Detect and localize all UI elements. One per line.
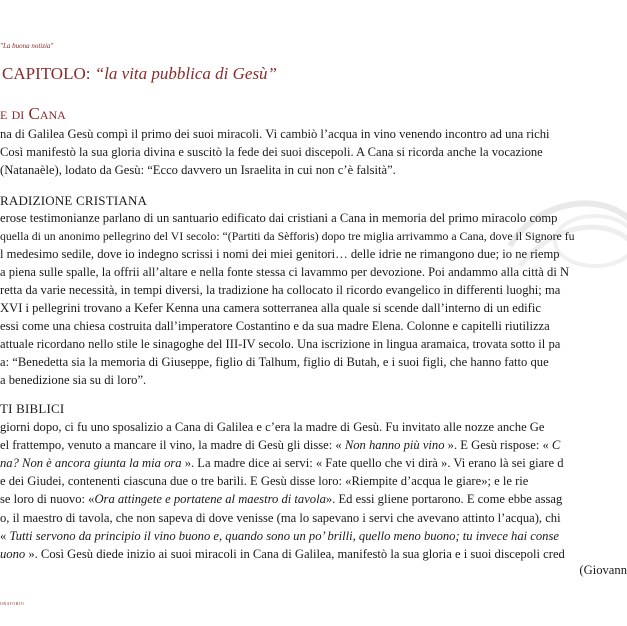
text-run: ». Così Gesù diede inizio ai suoi miracoli in Cana di Galilea, manifestò la sua gloria e i suoi discepoli cred	[25, 546, 565, 561]
tradition-line: quella di un anonimo pellegrino del VI secolo: “(Partiti da Sèfforis) dopo tre miglia arrivammo a Cana, dove il Signore fu	[0, 229, 575, 243]
italic-quote: na? Non è ancora giunta la mia ora	[0, 456, 182, 471]
tradition-line: a benedizione sia su di loro”.	[0, 373, 147, 387]
text-run: el frattempo, venuto a mancare il vino, la madre di Gesù gli disse: «	[0, 438, 345, 453]
tradition-line: a: “Benedetta sia la memoria di Giuseppe, figlio di Talhum, figlio di Butah, e i suoi figli, che hanno fatto que	[0, 355, 549, 369]
intro-line: (Natanaèle), lodato da Gesù: “Ecco davvero un Israelita in cui non c’è falsità”.	[0, 163, 396, 177]
chapter-title	[2, 64, 277, 84]
text-run: ». La madre dice ai servi: « Fate quello che vi dirà ». Vi erano là sei giare d	[181, 456, 564, 471]
intro-line: Così manifestò la sua gloria divina e suscitò la fede dei suoi discepoli. A Cana si ricorda anche la vocazione	[0, 145, 543, 159]
chapter-label: CAPITOLO:	[2, 64, 91, 83]
text-run: ». E Gesù rispose: «	[444, 438, 552, 453]
biblical-line	[0, 490, 562, 508]
italic-quote: Tutti servono da principio il vino buono e, quando sono un po’ brilli, quello meno buono; tu invece hai conse	[9, 528, 559, 543]
text-run: giorni dopo, ci fu uno sposalizio a Cana di Galilea e c’era la madre di Gesù. Fu invitato alle nozze anche Ge	[0, 420, 545, 434]
tradition-line: retta da varie necessità, in tempi diversi, la tradizione ha collocato il ricordo evangelico in differenti luoghi; ma	[0, 283, 561, 297]
text-run: e dei Giudei, contenenti ciascuna due o tre barili. E Gesù disse loro: «Riempite d’acqua le giare»; e le rie	[0, 474, 529, 489]
biblical-line	[0, 509, 561, 527]
intro-line: na di Galilea Gesù compì il primo dei suoi miracoli. Vi cambiò l’acqua in vino venendo incontro ad una richi	[0, 127, 550, 141]
text-run: «	[0, 528, 10, 543]
biblical-line	[0, 472, 528, 490]
italic-quote: C	[551, 438, 561, 453]
tradition-line: attuale ricordano nello stile le sinagoghe del III-IV secolo. Una iscrizione in lingua aramaica, trovata sotto il pa	[0, 337, 561, 351]
text-run: ». Ed essi gliene portarono. E come ebbe assag	[325, 492, 563, 507]
text-run: o, il maestro di tavola, che non sapeva di dove venisse (ma lo sapevano i servi che avevano attinto l’acqua), chi	[0, 510, 561, 525]
biblical-line	[0, 418, 545, 436]
biblical-line	[0, 527, 559, 545]
tradition-line: l medesimo sedile, dove io indegno scrissi i nomi dei miei genitori… delle idrie ne rimangono due; io ne riemp	[0, 247, 560, 261]
tradition-line: a piena sulle spalle, la offrii all’altare e nella fonte stessa ci lavammo per devozione. Poi andammo alla città di N	[0, 265, 570, 279]
tradition-line: XVI i pellegrini trovano a Kefer Kenna una camera sotterranea alla quale si scende dall’interno di un edific	[0, 301, 541, 315]
italic-quote: uono	[0, 546, 26, 561]
tradition-heading: RADIZIONE CRISTIANA	[0, 193, 148, 208]
tradition-line: erose testimonianze parlano di un santuario edificato dai cristiani a Cana in memoria del primo miracolo comp	[0, 211, 558, 225]
biblical-line	[0, 436, 560, 454]
text-run: se loro di nuovo: «	[0, 492, 95, 507]
biblical-heading: TI BIBLICI	[0, 401, 65, 416]
citation: (Giovann	[579, 563, 627, 577]
tradition-line: essi come una chiesa costruita dall’imperatore Costantino e da sua madre Elena. Colonne e capitelli riutilizza	[0, 319, 550, 333]
running-header: "La buona notizia"	[0, 42, 54, 50]
biblical-line	[0, 454, 564, 472]
footer-mark: ORATORIO	[0, 601, 25, 606]
italic-quote: Ora attingete e portatene al maestro di tavola	[94, 492, 326, 507]
section-title: e di Cana	[0, 104, 66, 123]
italic-quote: Non hanno più vino	[344, 438, 445, 453]
biblical-line	[0, 545, 565, 563]
chapter-subtitle: “la vita pubblica di Gesù”	[94, 64, 278, 83]
